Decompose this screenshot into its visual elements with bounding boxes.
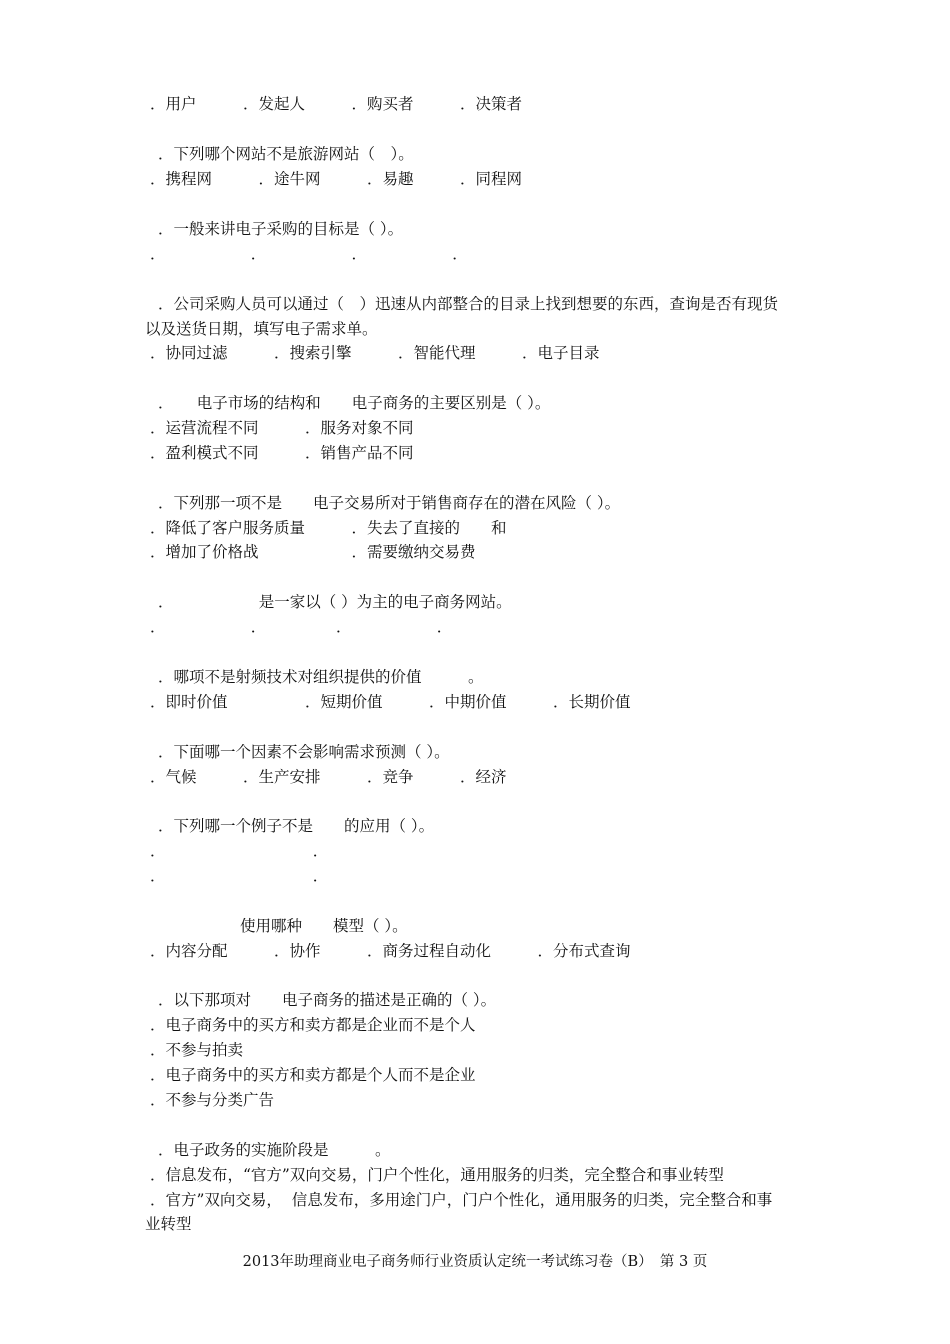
option-line: ．信息发布，“官方”双向交易，门户个性化，通用服务的归类，完全整合和事业转型 — [150, 1166, 724, 1184]
option-line: ．用户 ．发起人 ．购买者 ．决策者 — [150, 95, 523, 113]
option-line: ．内容分配 ．协作 ．商务过程自动化 ．分布式查询 — [150, 942, 631, 960]
question-line: 以及送货日期，填写电子需求单。 — [145, 320, 378, 338]
option-line: ． ． — [150, 842, 329, 860]
option-line: ．降低了客户服务质量 ．失去了直接的 和 — [150, 519, 507, 537]
question-line: ．电子政务的实施阶段是 。 — [158, 1141, 391, 1159]
option-line: ．气候 ．生产安排 ．竞争 ．经济 — [150, 768, 507, 786]
question-line: ．一般来讲电子采购的目标是（ ）。 — [158, 220, 404, 238]
option-line: 业转型 — [145, 1215, 192, 1233]
option-line: ．电子商务中的买方和卖方都是企业而不是个人 — [150, 1016, 476, 1034]
option-line: ．盈利模式不同 ．销售产品不同 — [150, 444, 414, 462]
option-line: ． ． — [150, 867, 329, 885]
option-line: ． ． ． ． — [150, 618, 453, 636]
option-line: ．运营流程不同 ．服务对象不同 — [150, 419, 414, 437]
option-line: ． ． ． ． — [150, 245, 468, 263]
option-line: ．协同过滤 ．搜索引擎 ．智能代理 ．电子目录 — [150, 344, 600, 362]
question-line: ． 是一家以（ ）为主的电子商务网站。 — [158, 593, 512, 611]
option-line: ．电子商务中的买方和卖方都是个人而不是企业 — [150, 1066, 476, 1084]
question-line: ．下面哪一个因素不会影响需求预测（ ）。 — [158, 743, 450, 761]
question-line: ．公司采购人员可以通过（ ）迅速从内部整合的目录上找到想要的东西，查询是否有现货 — [158, 295, 779, 313]
question-line: ．以下那项对 电子商务的描述是正确的（ ）。 — [158, 991, 497, 1009]
option-line: ．不参与拍卖 — [150, 1041, 244, 1059]
option-line: ．增加了价格战 ．需要缴纳交易费 — [150, 543, 476, 561]
page-footer: 2013年助理商业电子商务师行业资质认定统一考试练习卷（B） 第 3 页 — [242, 1254, 708, 1270]
question-line: 使用哪种 模型（ ）。 — [240, 917, 408, 935]
option-line: ．官方”双向交易， 信息发布，多用途门户，门户个性化，通用服务的归类，完全整合和事 — [150, 1191, 773, 1209]
option-line: ．携程网 ．途牛网 ．易趣 ．同程网 — [150, 170, 523, 188]
option-line: ．不参与分类广告 — [150, 1091, 275, 1109]
question-line: ．哪项不是射频技术对组织提供的价值 。 — [158, 668, 484, 686]
question-line: ． 电子市场的结构和 电子商务的主要区别是（ ）。 — [158, 394, 551, 412]
question-line: ．下列哪个网站不是旅游网站（ ）。 — [158, 145, 414, 163]
option-line: ．即时价值 ．短期价值 ．中期价值 ．长期价值 — [150, 693, 631, 711]
question-line: ．下列哪一个例子不是 的应用（ ）。 — [158, 817, 435, 835]
question-line: ．下列那一项不是 电子交易所对于销售商存在的潜在风险（ ）。 — [158, 494, 621, 512]
